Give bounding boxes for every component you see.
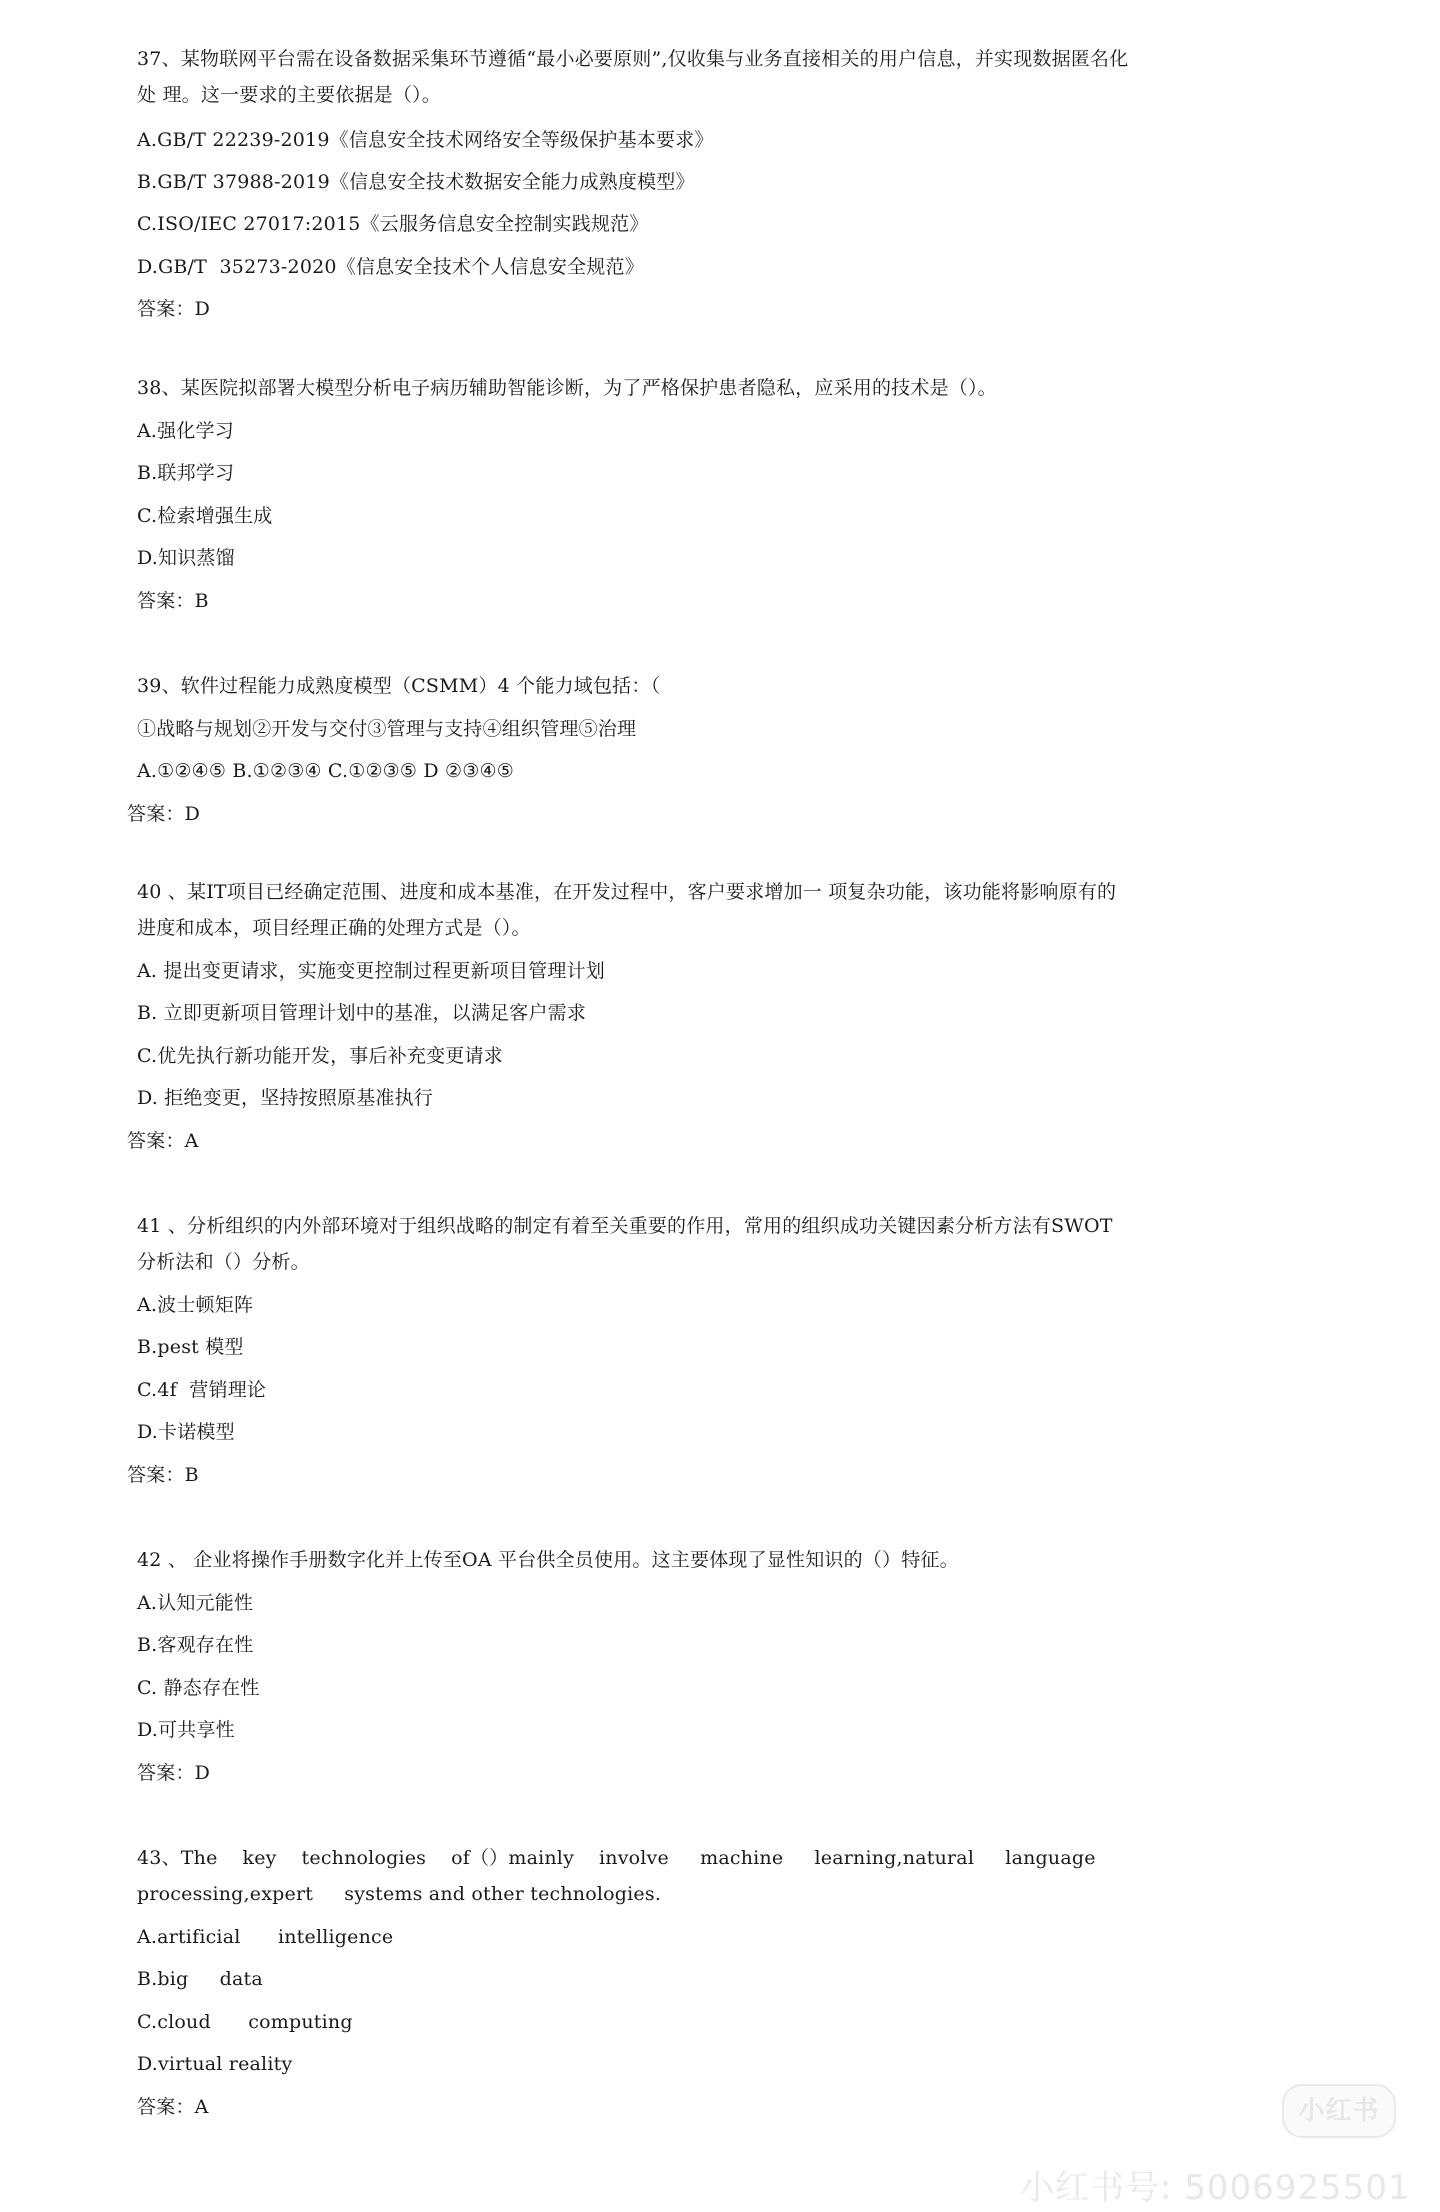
question-40-option-a: A. 提出变更请求，实施变更控制过程更新项目管理计划: [137, 960, 606, 982]
question-37-option-b: B.GB/T 37988-2019《信息安全技术数据安全能力成熟度模型》: [137, 171, 695, 193]
question-40-stem-line-2: 进度和成本，项目经理正确的处理方式是（）。: [137, 917, 531, 939]
question-40-option-c: C.优先执行新功能开发，事后补充变更请求: [137, 1045, 503, 1067]
question-38-stem-line-1: 38、某医院拟部署大模型分析电子病历辅助智能诊断，为了严格保护患者隐私，应采用的技术是（）。: [137, 377, 997, 399]
question-37-stem-line-1: 37、某物联网平台需在设备数据采集环节遵循“最小必要原则”,仅收集与业务直接相关的用户信息，并实现数据匿名化: [137, 48, 1129, 70]
question-41-option-d: D.卡诺模型: [137, 1421, 235, 1443]
question-41-stem-line-1: 41 、分析组织的内外部环境对于组织战略的制定有着至关重要的作用，常用的组织成功关键因素分析方法有SWOT: [137, 1215, 1113, 1237]
question-38-option-a: A.强化学习: [137, 420, 234, 442]
question-41-option-a: A.波士顿矩阵: [137, 1294, 254, 1316]
question-39-stem-line-2: ①战略与规划②开发与交付③管理与支持④组织管理⑤治理: [137, 718, 637, 740]
question-43-stem-line-1: 43、The key technologies of（）mainly involve machine learning,natural language: [137, 1847, 1096, 1869]
question-42-option-a: A.认知元能性: [137, 1592, 254, 1614]
question-40-answer: 答案：A: [127, 1130, 199, 1152]
question-42-option-d: D.可共享性: [137, 1719, 235, 1741]
question-40-stem-line-1: 40 、某IT项目已经确定范围、进度和成本基准，在开发过程中，客户要求增加一 项复杂功能，该功能将影响原有的: [137, 881, 1117, 903]
question-37-answer: 答案：D: [137, 298, 211, 320]
question-38-option-d: D.知识蒸馏: [137, 547, 235, 569]
question-39-answer: 答案：D: [127, 803, 201, 825]
question-41-option-c: C.4f 营销理论: [137, 1379, 267, 1401]
question-37-option-c: C.ISO/IEC 27017:2015《云服务信息安全控制实践规范》: [137, 213, 649, 235]
question-38-option-b: B.联邦学习: [137, 462, 235, 484]
question-42-stem-line-1: 42 、 企业将操作手册数字化并上传至OA 平台供全员使用。这主要体现了显性知识的（）特征。: [137, 1549, 959, 1571]
watermark-account-id: 小红书号: 5006925501: [1020, 2168, 1411, 2208]
question-41-answer: 答案：B: [127, 1464, 199, 1486]
question-43-answer: 答案：A: [137, 2096, 209, 2118]
question-43-option-d: D.virtual reality: [137, 2053, 293, 2075]
question-40-option-d: D. 拒绝变更，坚持按照原基准执行: [137, 1087, 434, 1109]
watermark-logo: 小红书: [1282, 2084, 1396, 2138]
question-38-answer: 答案：B: [137, 590, 209, 612]
question-41-stem-line-2: 分析法和（）分析。: [137, 1251, 310, 1273]
question-37-stem-line-2: 处 理。这一要求的主要依据是（）。: [137, 84, 441, 106]
question-42-option-b: B.客观存在性: [137, 1634, 254, 1656]
question-42-answer: 答案：D: [137, 1762, 211, 1784]
question-38-option-c: C.检索增强生成: [137, 505, 273, 527]
question-39-options: A.①②④⑤ B.①②③④ C.①②③⑤ D ②③④⑤: [137, 760, 514, 782]
question-42-option-c: C. 静态存在性: [137, 1677, 260, 1699]
question-37-option-a: A.GB/T 22239-2019《信息安全技术网络安全等级保护基本要求》: [137, 129, 714, 151]
question-43-option-c: C.cloud computing: [137, 2011, 353, 2033]
question-43-option-a: A.artificial intelligence: [137, 1926, 394, 1948]
question-43-stem-line-2: processing,expert systems and other technologies.: [137, 1883, 662, 1905]
question-40-option-b: B. 立即更新项目管理计划中的基准，以满足客户需求: [137, 1002, 587, 1024]
question-41-option-b: B.pest 模型: [137, 1336, 244, 1358]
question-43-option-b: B.big data: [137, 1968, 263, 1990]
question-39-stem-line-1: 39、软件过程能力成熟度模型（CSMM）4 个能力域包括：（: [137, 675, 661, 697]
question-37-option-d: D.GB/T 35273-2020《信息安全技术个人信息安全规范》: [137, 256, 644, 278]
